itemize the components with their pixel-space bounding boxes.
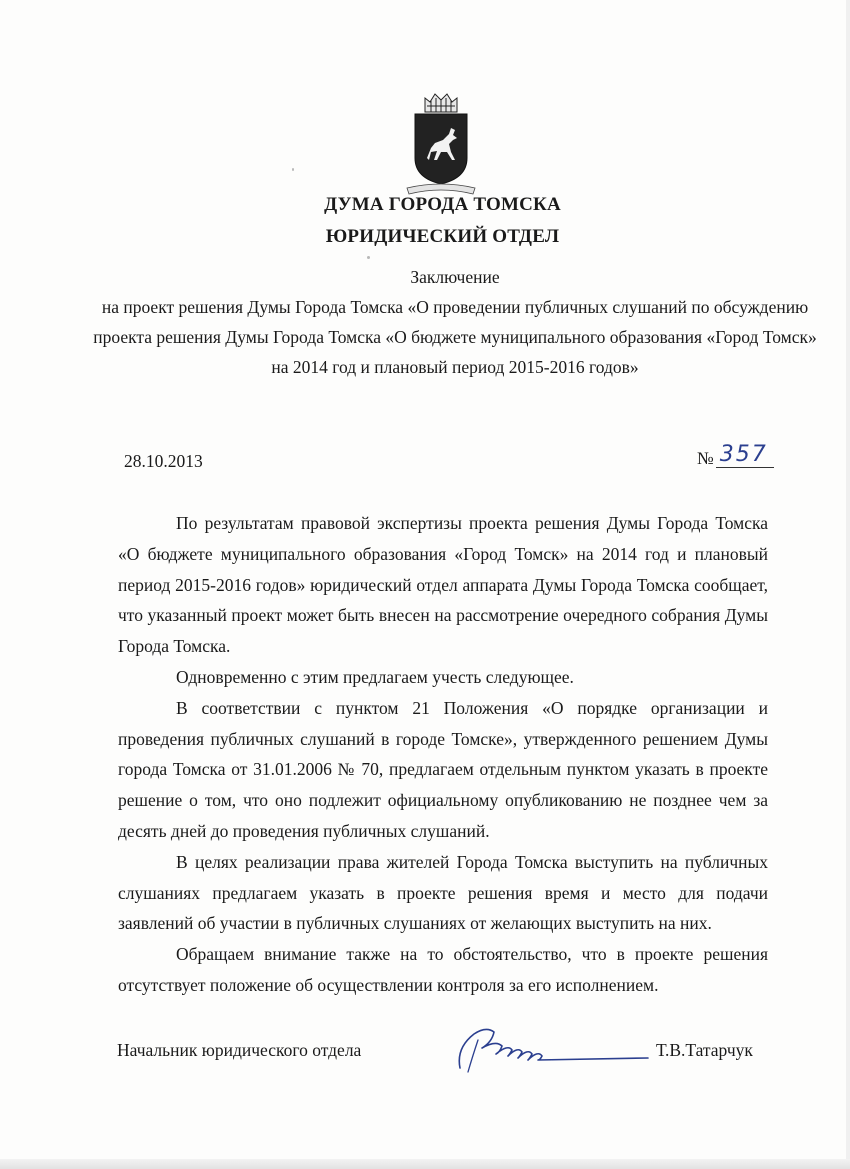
- tomsk-coat-of-arms-icon: [405, 88, 477, 198]
- paragraph: Обращаем внимание также на то обстоятельство, что в проекте решения отсутствует положение об осуществлении контроля за его исполнением.: [118, 944, 768, 995]
- scan-border: [846, 0, 850, 1169]
- paragraph: В соответствии с пунктом 21 Положения «О порядке организации и проведения публичных слушаний в городе Томске», утвержденного решением Думы города Томска от 31.01.2006 № 70, предлагаем отдельным пунктом указать в проекте решение о том, что оно подлежит официальному опубликованию не позднее чем за десять дней до проведения публичных слушаний.: [118, 697, 768, 841]
- scan-border: [0, 1159, 850, 1169]
- document-number: [697, 442, 774, 471]
- document-date: 28.10.2013: [124, 451, 203, 471]
- department-name: ЮРИДИЧЕСКИЙ ОТДЕЛ: [325, 226, 560, 247]
- number-sign: №: [697, 448, 714, 468]
- signature-icon: [452, 1018, 652, 1078]
- scan-speck: [292, 168, 294, 171]
- body-text: [118, 508, 768, 1001]
- paragraph: Одновременно с этим предлагаем учесть следующее.: [176, 666, 574, 687]
- number-value: 357: [716, 442, 774, 468]
- document-subject: на проект решения Думы Города Томска «О проведении публичных слушаний по обсуждению проекта решения Думы Города Томска «О бюджете муниципального образования «Город Томск» на 2014 год и плановый период 2015-2016 годов»: [93, 297, 817, 377]
- paragraph: В целях реализации права жителей Города Томска выступить на публичных слушаниях предлагаем указать в проекте решения время и место для подачи заявлений об участии в публичных слушаниях от желающих выступить на них.: [118, 851, 768, 934]
- scan-speck: [367, 256, 370, 259]
- document-type: Заключение: [410, 267, 500, 287]
- signatory-position: Начальник юридического отдела: [117, 1040, 362, 1060]
- paragraph: По результатам правовой экспертизы проекта решения Думы Города Томска «О бюджете муниципального образования «Город Томск» на 2014 год и плановый период 2015-2016 годов» юридический отдел аппарата Думы Города Томска сообщает, что указанный проект может быть внесен на рассмотрение очередного собрания Думы Города Томска.: [118, 513, 768, 657]
- organization-name: ДУМА ГОРОДА ТОМСКА: [324, 194, 561, 215]
- signatory-name: Т.В.Татарчук: [656, 1040, 753, 1060]
